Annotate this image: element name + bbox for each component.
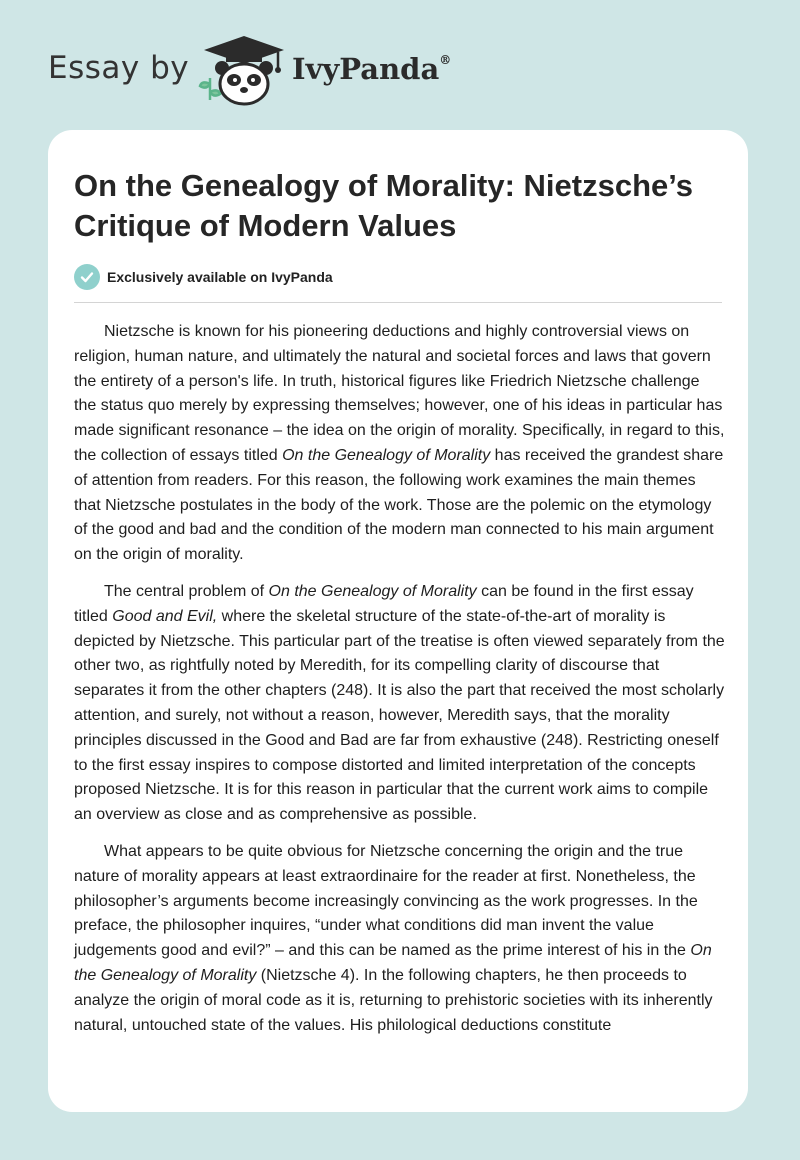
exclusive-badge (74, 264, 333, 290)
checkmark-icon (74, 264, 100, 290)
panda-logo-icon[interactable] (198, 34, 290, 106)
site-header (0, 0, 800, 130)
paragraph-text: Nietzsche is known for his pioneering deductions and highly controversial views on religion, human nature, and ultimately the natural and societal forces and laws that govern the entirety of a person's life. In truth, historical figures like Friedrich Nietzsche challenge the status quo merely by expressing themselves; however, one of his ideas in particular has made significant resonance – the idea on the origin of morality. Specifically, in regard to this, the collection of essays titled (74, 323, 725, 464)
essay-title: On the Genealogy of Morality: Nietzsche’s Critique of Modern Values (74, 168, 693, 243)
essay-title-italic: Good and Evil, (112, 607, 218, 625)
divider (74, 302, 722, 303)
book-title-italic: On the Genealogy of Morality (268, 582, 477, 600)
brand-name[interactable] (292, 52, 451, 86)
paragraph-text: can be found in the first essay titled (74, 582, 694, 625)
paragraph-text: (Nietzsche 4). In the following chapters, he then proceeds to analyze the origin of moral code as it is, returning to prehistoric societies with its inherently natural, untouched state of the values. His philological deductions constitute (74, 966, 713, 1034)
registered-mark: ® (439, 53, 452, 68)
paragraph (74, 840, 726, 1038)
exclusive-badge-label: Exclusively available on IvyPanda (107, 269, 333, 285)
paragraph (74, 580, 726, 828)
paragraph-text: where the skeletal structure of the state-of-the-art of morality is depicted by Nietzsche. This particular part of the treatise is often viewed separately from the other two, as rightfully noted by Meredith, for its compelling clarity of discourse that separates it from the other chapters (248). It is also the part that received the most scholarly attention, and surely, not without a reason, however, Meredith says, that the morality principles discussed in the Good and Bad are far from exhaustive (248). Restricting oneself to the first essay inspires to compose distorted and limited interpretation of the concepts proposed Nietzsche. It is for this reason in particular that the current work aims to compile an overview as close and as comprehensive as possible. (74, 607, 725, 824)
essay-by-label: Essay by (48, 50, 190, 86)
book-title-italic: On the Genealogy of Morality (282, 446, 491, 464)
paragraph-text: has received the grandest share of attention from readers. For this reason, the following work examines the main themes that Nietzsche postulates in the body of the work. Those are the polemic on the etymology of the good and bad and the condition of the modern man connected to his main argument on the origin of morality. (74, 446, 724, 564)
essay-card (48, 130, 748, 1112)
brand-text: IvyPanda (292, 52, 440, 86)
paragraph (74, 320, 726, 568)
book-title-italic: On the Genealogy of Morality (74, 942, 712, 984)
paragraph-text: The central problem of (104, 582, 269, 600)
essay-body (74, 320, 726, 1050)
paragraph-text: What appears to be quite obvious for Nietzsche concerning the origin and the true nature of morality appears at least extraordinaire for the reader at first. Nonetheless, the philosopher’s arguments become increasingly convincing as the work progresses. In the preface, the philosopher inquires, “under what conditions did man invent the value judgements good and evil?” – and this can be named as the prime interest of his in the (74, 842, 698, 960)
